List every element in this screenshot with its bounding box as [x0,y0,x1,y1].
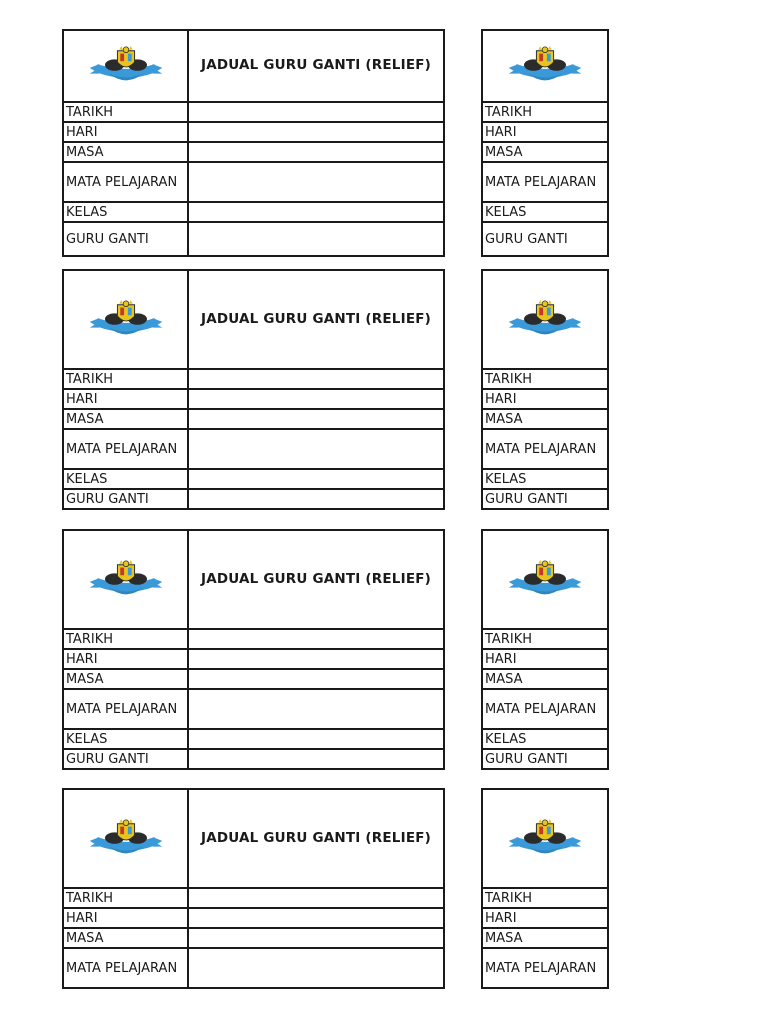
label-kelas: KELAS [63,729,188,749]
slip-title: JADUAL GURU GANTI (RELIEF) [188,789,444,888]
label-mata-pelajaran: MATA PELAJARAN [482,429,608,469]
label-guru-ganti: GURU GANTI [63,222,188,256]
relief-slip-wide-3 [62,529,445,770]
value-hari[interactable] [188,649,444,669]
label-hari: HARI [482,649,608,669]
label-tarikh: TARIKH [482,102,608,122]
label-hari: HARI [63,389,188,409]
value-hari[interactable] [188,122,444,142]
relief-slip-wide-1 [62,29,445,257]
logo-cell [482,30,608,102]
label-tarikh: TARIKH [482,888,608,908]
value-hari[interactable] [188,908,444,928]
label-mata-pelajaran: MATA PELAJARAN [63,429,188,469]
label-masa: MASA [482,928,608,948]
label-tarikh: TARIKH [482,369,608,389]
value-guru-ganti[interactable] [188,749,444,769]
school-crest-icon [506,299,584,341]
value-mata-pelajaran[interactable] [188,429,444,469]
label-kelas: KELAS [63,202,188,222]
school-crest-icon [87,818,165,860]
slip-title: JADUAL GURU GANTI (RELIEF) [188,530,444,629]
value-mata-pelajaran[interactable] [188,689,444,729]
label-kelas: KELAS [482,202,608,222]
value-masa[interactable] [188,142,444,162]
label-tarikh: TARIKH [63,102,188,122]
label-guru-ganti: GURU GANTI [63,489,188,509]
label-masa: MASA [482,142,608,162]
value-masa[interactable] [188,669,444,689]
label-masa: MASA [63,669,188,689]
label-kelas: KELAS [482,729,608,749]
label-mata-pelajaran: MATA PELAJARAN [482,162,608,202]
label-mata-pelajaran: MATA PELAJARAN [482,948,608,988]
relief-slip-narrow-4 [481,788,609,989]
label-tarikh: TARIKH [482,629,608,649]
logo-cell [482,270,608,369]
label-mata-pelajaran: MATA PELAJARAN [482,689,608,729]
label-masa: MASA [63,409,188,429]
label-masa: MASA [482,669,608,689]
label-mata-pelajaran: MATA PELAJARAN [63,162,188,202]
label-guru-ganti: GURU GANTI [63,749,188,769]
label-hari: HARI [482,389,608,409]
logo-cell [482,530,608,629]
label-guru-ganti: GURU GANTI [482,489,608,509]
school-crest-icon [87,45,165,87]
value-tarikh[interactable] [188,369,444,389]
school-crest-icon [87,299,165,341]
label-masa: MASA [63,142,188,162]
value-guru-ganti[interactable] [188,222,444,256]
label-mata-pelajaran: MATA PELAJARAN [63,689,188,729]
value-masa[interactable] [188,928,444,948]
value-guru-ganti[interactable] [188,489,444,509]
value-mata-pelajaran[interactable] [188,162,444,202]
label-masa: MASA [63,928,188,948]
relief-slip-narrow-3 [481,529,609,770]
label-tarikh: TARIKH [63,629,188,649]
school-crest-icon [506,45,584,87]
slip-title: JADUAL GURU GANTI (RELIEF) [188,30,444,102]
label-guru-ganti: GURU GANTI [482,749,608,769]
label-hari: HARI [482,122,608,142]
label-tarikh: TARIKH [63,369,188,389]
value-tarikh[interactable] [188,102,444,122]
school-crest-icon [506,818,584,860]
value-kelas[interactable] [188,469,444,489]
value-kelas[interactable] [188,202,444,222]
label-guru-ganti: GURU GANTI [482,222,608,256]
slip-title: JADUAL GURU GANTI (RELIEF) [188,270,444,369]
relief-slip-narrow-2 [481,269,609,510]
logo-cell [63,30,188,102]
value-tarikh[interactable] [188,888,444,908]
label-masa: MASA [482,409,608,429]
label-kelas: KELAS [63,469,188,489]
label-hari: HARI [63,908,188,928]
label-hari: HARI [482,908,608,928]
value-tarikh[interactable] [188,629,444,649]
value-hari[interactable] [188,389,444,409]
label-kelas: KELAS [482,469,608,489]
label-tarikh: TARIKH [63,888,188,908]
logo-cell [63,270,188,369]
school-crest-icon [87,559,165,601]
relief-slip-wide-4 [62,788,445,989]
relief-slip-narrow-1 [481,29,609,257]
school-crest-icon [506,559,584,601]
logo-cell [63,789,188,888]
relief-slip-wide-2 [62,269,445,510]
value-mata-pelajaran[interactable] [188,948,444,988]
logo-cell [63,530,188,629]
logo-cell [482,789,608,888]
label-hari: HARI [63,122,188,142]
value-masa[interactable] [188,409,444,429]
label-mata-pelajaran: MATA PELAJARAN [63,948,188,988]
value-kelas[interactable] [188,729,444,749]
label-hari: HARI [63,649,188,669]
